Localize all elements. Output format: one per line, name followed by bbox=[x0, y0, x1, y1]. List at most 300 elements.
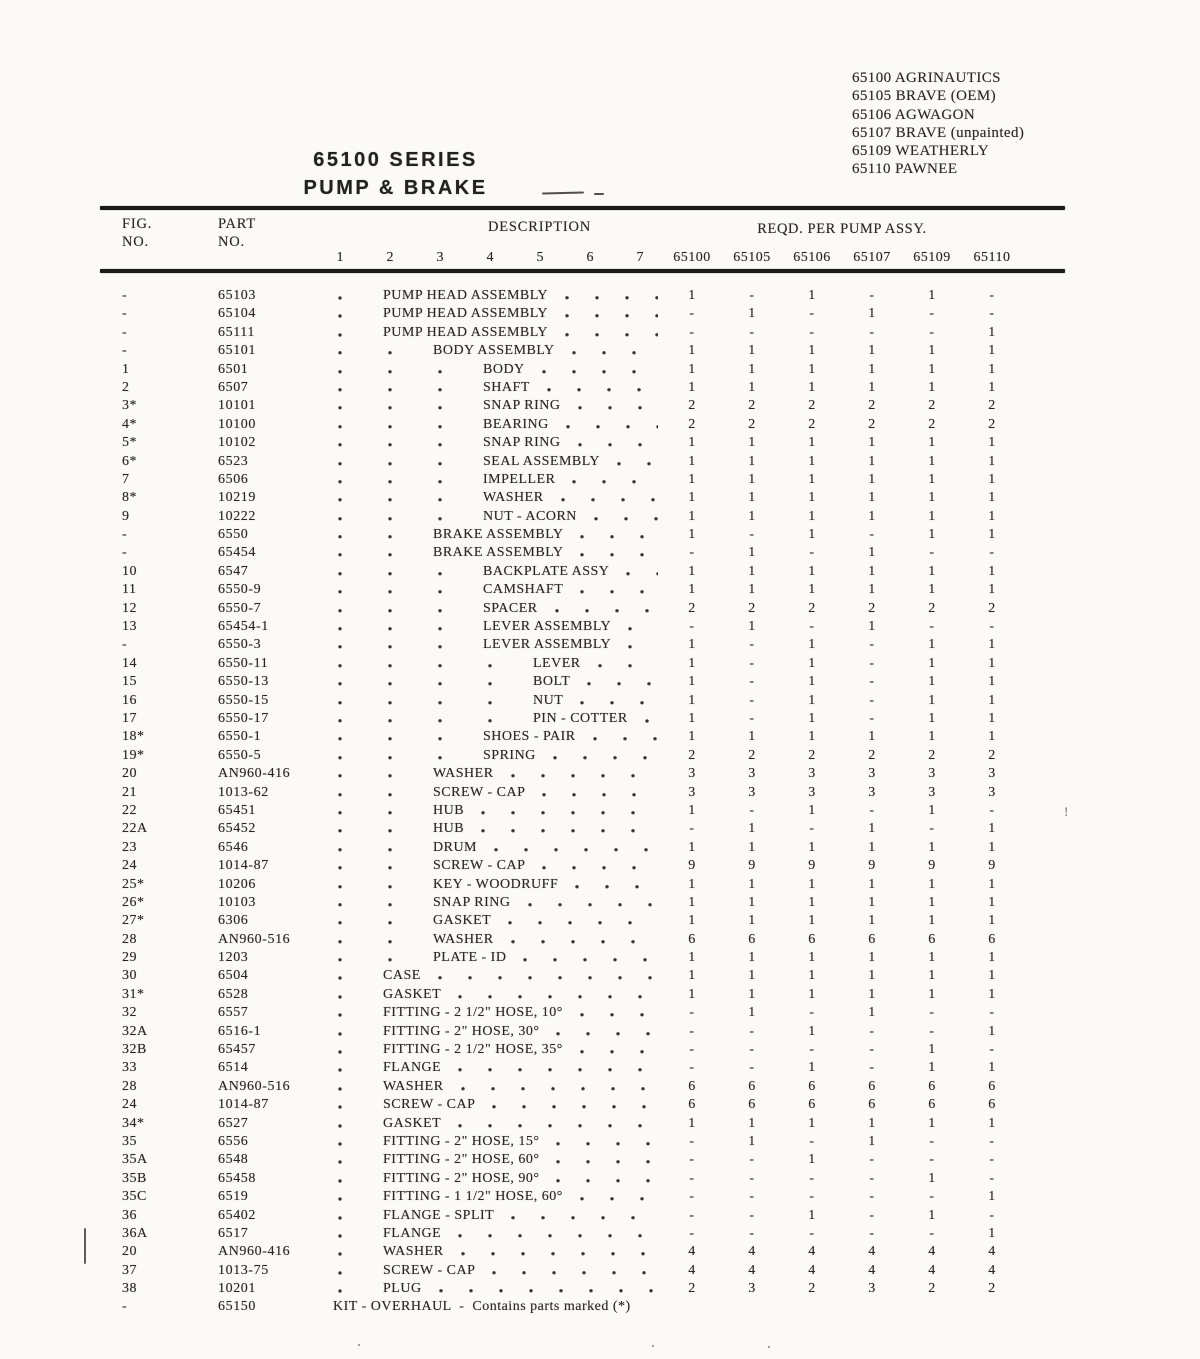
scan-speck bbox=[768, 1346, 770, 1348]
qty-cell: 1 bbox=[928, 379, 936, 395]
qty-cell: 1 bbox=[808, 655, 816, 671]
description-cell bbox=[333, 1280, 660, 1298]
qty-cell: - bbox=[749, 1225, 755, 1241]
qty-cell: 1 bbox=[868, 306, 876, 322]
indent-dot-leader bbox=[333, 563, 483, 581]
qty-cell: 1 bbox=[988, 637, 996, 653]
qty-cell: - bbox=[749, 324, 755, 340]
part-cell: 65150 bbox=[218, 1299, 256, 1315]
qty-cells bbox=[662, 784, 1022, 802]
qty-cell: 1 bbox=[748, 563, 756, 579]
qty-cell: 6 bbox=[808, 1078, 816, 1094]
fig-cell: 23 bbox=[122, 839, 137, 855]
qty-cell: 1 bbox=[748, 343, 756, 359]
qty-cell: 1 bbox=[688, 563, 696, 579]
trailing-dot-leader bbox=[616, 563, 658, 581]
qty-cell: 1 bbox=[688, 582, 696, 598]
qty-cells bbox=[662, 471, 1022, 489]
trailing-dot-leader bbox=[482, 1262, 658, 1280]
qty-cells bbox=[662, 1078, 1022, 1096]
indent-dot-leader bbox=[333, 397, 483, 415]
indent-dot-leader bbox=[333, 1133, 383, 1151]
trailing-dot-leader bbox=[543, 747, 658, 765]
qty-cell: 1 bbox=[748, 306, 756, 322]
fig-cell: 24 bbox=[122, 1097, 137, 1113]
qty-cell: 1 bbox=[688, 1115, 696, 1131]
qty-cell: 6 bbox=[868, 1078, 876, 1094]
qty-cell bbox=[902, 1298, 962, 1316]
qty-cells bbox=[662, 361, 1022, 379]
title-series: 65100 SERIES bbox=[313, 149, 478, 171]
qty-cell: 1 bbox=[688, 471, 696, 487]
model-column-header: 65110 bbox=[973, 250, 1011, 265]
qty-cell: 2 bbox=[988, 398, 996, 414]
qty-cell: - bbox=[989, 1005, 995, 1021]
trailing-dot-leader bbox=[546, 1023, 658, 1041]
table-row bbox=[100, 765, 1200, 783]
qty-cell: 1 bbox=[688, 894, 696, 910]
fig-cell: - bbox=[122, 527, 128, 543]
desc-text: FITTING - 2" HOSE, 60° bbox=[383, 1152, 540, 1168]
qty-cell: - bbox=[749, 692, 755, 708]
column-header-fig bbox=[122, 215, 152, 251]
qty-cell: 9 bbox=[808, 858, 816, 874]
indent-dot-leader bbox=[333, 912, 433, 930]
part-cell: 65454 bbox=[218, 545, 256, 561]
description-cell bbox=[333, 1151, 660, 1169]
desc-text: SHOES - PAIR bbox=[483, 729, 576, 745]
qty-cells bbox=[662, 1225, 1022, 1243]
qty-cell: 1 bbox=[748, 361, 756, 377]
qty-cell: - bbox=[689, 619, 695, 635]
desc-text: PUMP HEAD ASSEMBLY bbox=[383, 324, 549, 340]
qty-cell: 3 bbox=[688, 766, 696, 782]
qty-cell: 1 bbox=[988, 324, 996, 340]
table-row bbox=[100, 544, 1200, 562]
qty-cell: 2 bbox=[748, 600, 756, 616]
qty-cell: 1 bbox=[928, 1115, 936, 1131]
qty-cell: 1 bbox=[808, 471, 816, 487]
legend-line: 65109 WEATHERLY bbox=[852, 143, 990, 160]
part-cell: 65402 bbox=[218, 1207, 256, 1223]
qty-cell: - bbox=[929, 619, 935, 635]
indent-dot-leader bbox=[333, 379, 483, 397]
trailing-dot-leader bbox=[429, 1280, 658, 1298]
part-cell: 65111 bbox=[218, 324, 255, 340]
indent-number: 7 bbox=[636, 250, 644, 265]
description-cell bbox=[333, 342, 660, 360]
column-header-description: DESCRIPTION bbox=[488, 219, 592, 235]
qty-cell: - bbox=[869, 637, 875, 653]
part-cell: 65101 bbox=[218, 343, 256, 359]
qty-cell: 1 bbox=[928, 563, 936, 579]
qty-cells bbox=[662, 1207, 1022, 1225]
table-row bbox=[100, 1207, 1200, 1225]
qty-cell: 1 bbox=[928, 288, 936, 303]
column-header-part bbox=[218, 215, 256, 251]
desc-text: FLANGE - SPLIT bbox=[383, 1207, 495, 1223]
qty-cell: 1 bbox=[688, 637, 696, 653]
trailing-dot-leader bbox=[532, 857, 658, 875]
qty-cell: 1 bbox=[868, 821, 876, 837]
qty-cell: 1 bbox=[868, 490, 876, 506]
qty-cell: 1 bbox=[988, 821, 996, 837]
description-cell bbox=[333, 839, 660, 857]
fig-cell: 24 bbox=[122, 858, 137, 874]
qty-cells bbox=[662, 600, 1022, 618]
part-cell: 6550-3 bbox=[218, 637, 262, 653]
trailing-dot-leader bbox=[588, 655, 658, 673]
qty-cells bbox=[662, 876, 1022, 894]
trailing-dot-leader bbox=[570, 581, 658, 599]
qty-cell: 1 bbox=[868, 986, 876, 1002]
qty-cell: 1 bbox=[928, 839, 936, 855]
description-cell bbox=[333, 1170, 660, 1188]
qty-cell: 1 bbox=[988, 950, 996, 966]
qty-cell: - bbox=[929, 324, 935, 340]
desc-text: PUMP HEAD ASSEMBLY bbox=[383, 306, 549, 322]
trailing-dot-leader bbox=[451, 1243, 658, 1261]
qty-cell: 1 bbox=[688, 876, 696, 892]
qty-cell: 1 bbox=[988, 435, 996, 451]
description-cell bbox=[333, 434, 660, 452]
qty-cell: - bbox=[749, 655, 755, 671]
qty-cell: - bbox=[689, 1189, 695, 1205]
qty-cell: 1 bbox=[748, 839, 756, 855]
table-row bbox=[100, 894, 1200, 912]
qty-cell: 2 bbox=[688, 398, 696, 414]
table-header-rule bbox=[100, 269, 1065, 273]
table-row bbox=[100, 287, 1200, 305]
qty-cell: 6 bbox=[688, 1097, 696, 1113]
indent-number: 1 bbox=[336, 250, 344, 265]
qty-cell: - bbox=[869, 710, 875, 726]
qty-cell: - bbox=[809, 1042, 815, 1058]
trailing-dot-leader bbox=[501, 931, 658, 949]
qty-cell: 1 bbox=[808, 582, 816, 598]
part-cell: 6523 bbox=[218, 453, 249, 469]
description-cell bbox=[333, 1243, 660, 1261]
fig-cell: 10 bbox=[122, 563, 137, 579]
indent-number: 6 bbox=[586, 250, 594, 265]
desc-text: SCREW - CAP bbox=[433, 784, 526, 800]
part-cell: 1014-87 bbox=[218, 858, 269, 874]
stray-pen-line bbox=[84, 1228, 86, 1264]
description-cell bbox=[333, 802, 660, 820]
trailing-dot-leader bbox=[635, 710, 658, 728]
qty-cell: 1 bbox=[808, 710, 816, 726]
description-cell bbox=[333, 453, 660, 471]
qty-cell: - bbox=[809, 306, 815, 322]
qty-cell: 1 bbox=[988, 913, 996, 929]
qty-cell: - bbox=[989, 306, 995, 322]
qty-cell: 1 bbox=[688, 490, 696, 506]
qty-cell: - bbox=[689, 1005, 695, 1021]
qty-cell: 1 bbox=[928, 802, 936, 818]
qty-cells bbox=[662, 1298, 1022, 1316]
description-cell bbox=[333, 692, 660, 710]
qty-cell: - bbox=[869, 1225, 875, 1241]
qty-cell: - bbox=[689, 1152, 695, 1168]
qty-cell: 1 bbox=[688, 435, 696, 451]
qty-cell: 1 bbox=[808, 1207, 816, 1223]
indent-dot-leader bbox=[333, 765, 433, 783]
qty-cells bbox=[662, 673, 1022, 691]
qty-cell: 4 bbox=[748, 1262, 756, 1278]
qty-cell: - bbox=[809, 1225, 815, 1241]
fig-cell: 22A bbox=[122, 821, 148, 837]
qty-cell: 1 bbox=[748, 1133, 756, 1149]
table-row bbox=[100, 379, 1200, 397]
desc-text: IMPELLER bbox=[483, 471, 556, 487]
qty-cells bbox=[662, 894, 1022, 912]
qty-cell: 2 bbox=[868, 416, 876, 432]
desc-text: FLANGE bbox=[383, 1060, 442, 1076]
description-cell bbox=[333, 912, 660, 930]
indent-dot-leader bbox=[333, 655, 533, 673]
qty-cell: 1 bbox=[988, 1225, 996, 1241]
fig-cell: 33 bbox=[122, 1060, 137, 1076]
qty-cell: - bbox=[749, 1023, 755, 1039]
fig-cell: 8* bbox=[122, 490, 137, 506]
qty-cell: 1 bbox=[988, 729, 996, 745]
qty-cell: 2 bbox=[928, 600, 936, 616]
qty-cells bbox=[662, 986, 1022, 1004]
description-cell bbox=[333, 765, 660, 783]
legend-line: 65106 AGWAGON bbox=[852, 106, 976, 123]
desc-text: WASHER bbox=[383, 1244, 444, 1260]
indent-dot-leader bbox=[333, 949, 433, 967]
qty-cell: - bbox=[689, 1042, 695, 1058]
table-row bbox=[100, 1170, 1200, 1188]
fig-cell: - bbox=[122, 545, 128, 561]
pen-mark bbox=[542, 191, 584, 194]
description-cell bbox=[333, 287, 660, 305]
qty-cell: 1 bbox=[688, 674, 696, 690]
table-row bbox=[100, 655, 1200, 673]
qty-cell: 1 bbox=[748, 986, 756, 1002]
legend-line: 65100 AGRINAUTICS bbox=[852, 70, 1001, 86]
qty-cell: - bbox=[869, 288, 875, 303]
description-cell bbox=[333, 1207, 660, 1225]
indent-dot-leader bbox=[333, 802, 433, 820]
qty-cells bbox=[662, 1004, 1022, 1022]
fig-cell: 20 bbox=[122, 1244, 137, 1260]
table-row bbox=[100, 361, 1200, 379]
model-column-header: 65106 bbox=[793, 250, 831, 265]
table-row bbox=[100, 857, 1200, 875]
qty-cell: - bbox=[989, 545, 995, 561]
indent-number: 5 bbox=[536, 250, 544, 265]
indent-dot-leader bbox=[333, 931, 433, 949]
fig-cell: 5* bbox=[122, 435, 137, 451]
qty-cell: 1 bbox=[988, 655, 996, 671]
qty-cell: 1 bbox=[748, 379, 756, 395]
qty-cell: 1 bbox=[928, 894, 936, 910]
qty-cell: 1 bbox=[868, 729, 876, 745]
qty-cells bbox=[662, 710, 1022, 728]
qty-cell: - bbox=[749, 1060, 755, 1076]
qty-cell: 1 bbox=[988, 1060, 996, 1076]
qty-cells bbox=[662, 747, 1022, 765]
qty-cell: - bbox=[689, 1207, 695, 1223]
qty-cell: 1 bbox=[988, 1023, 996, 1039]
qty-cell: 1 bbox=[808, 527, 816, 543]
desc-text: GASKET bbox=[383, 1115, 442, 1131]
desc-text: CAMSHAFT bbox=[483, 582, 564, 598]
qty-cell: 2 bbox=[928, 1281, 936, 1297]
qty-cell: 3 bbox=[808, 766, 816, 782]
qty-cell: - bbox=[929, 1152, 935, 1168]
indent-dot-leader bbox=[333, 342, 433, 360]
qty-cell: 1 bbox=[988, 1189, 996, 1205]
description-cell bbox=[333, 931, 660, 949]
qty-cell: 1 bbox=[748, 471, 756, 487]
description-cell bbox=[333, 379, 660, 397]
part-cell: AN960-416 bbox=[218, 1244, 291, 1260]
pen-mark bbox=[594, 193, 604, 195]
qty-cell: 2 bbox=[688, 600, 696, 616]
indent-dot-leader bbox=[333, 839, 433, 857]
qty-cell: 1 bbox=[808, 913, 816, 929]
part-cell: 10103 bbox=[218, 894, 256, 910]
desc-text: BEARING bbox=[483, 416, 549, 432]
qty-cell: 6 bbox=[868, 1097, 876, 1113]
indent-dot-leader bbox=[333, 636, 483, 654]
qty-cells bbox=[662, 839, 1022, 857]
table-row bbox=[100, 931, 1200, 949]
qty-cells bbox=[662, 489, 1022, 507]
desc-text: SNAP RING bbox=[483, 398, 561, 414]
part-cell: 1013-62 bbox=[218, 784, 269, 800]
qty-cells bbox=[662, 1041, 1022, 1059]
qty-cell: 1 bbox=[748, 1115, 756, 1131]
qty-cell: 1 bbox=[868, 361, 876, 377]
qty-cell: 1 bbox=[988, 986, 996, 1002]
qty-cell: 2 bbox=[868, 398, 876, 414]
part-cell: 6557 bbox=[218, 1005, 249, 1021]
qty-cell: - bbox=[989, 1133, 995, 1149]
title-product: PUMP & BRAKE bbox=[303, 177, 488, 199]
qty-cell: 3 bbox=[748, 766, 756, 782]
qty-cell: 9 bbox=[688, 858, 696, 874]
qty-cell: 1 bbox=[688, 508, 696, 524]
indent-dot-leader bbox=[333, 600, 483, 618]
qty-cells bbox=[662, 765, 1022, 783]
qty-cell: 1 bbox=[808, 876, 816, 892]
fig-cell: 28 bbox=[122, 931, 137, 947]
qty-cell: - bbox=[749, 1152, 755, 1168]
part-cell: 6501 bbox=[218, 361, 249, 377]
qty-cell: 6 bbox=[868, 931, 876, 947]
qty-cell: 2 bbox=[808, 398, 816, 414]
qty-cell: 4 bbox=[928, 1262, 936, 1278]
qty-cell: 1 bbox=[988, 710, 996, 726]
part-cell: 65104 bbox=[218, 306, 256, 322]
qty-cell bbox=[782, 1298, 842, 1316]
qty-cell: 1 bbox=[748, 968, 756, 984]
description-cell bbox=[333, 471, 660, 489]
qty-cell: - bbox=[689, 1225, 695, 1241]
qty-cell: 1 bbox=[748, 894, 756, 910]
qty-cells bbox=[662, 305, 1022, 323]
qty-cell: 3 bbox=[988, 766, 996, 782]
indent-dot-leader bbox=[333, 894, 433, 912]
table-row bbox=[100, 1298, 1200, 1316]
qty-cell: 6 bbox=[928, 1078, 936, 1094]
desc-text: HUB bbox=[433, 821, 465, 837]
qty-cell: 1 bbox=[808, 563, 816, 579]
qty-cell: - bbox=[989, 1042, 995, 1058]
qty-cell: - bbox=[809, 1005, 815, 1021]
qty-cell: - bbox=[929, 1189, 935, 1205]
qty-cell: 1 bbox=[988, 361, 996, 377]
qty-cell: 2 bbox=[748, 747, 756, 763]
desc-text: HUB bbox=[433, 802, 465, 818]
qty-cell: 4 bbox=[748, 1244, 756, 1260]
qty-cell: - bbox=[749, 1170, 755, 1186]
indent-level-numbers bbox=[333, 250, 660, 267]
fig-cell: 15 bbox=[122, 674, 137, 690]
qty-cell: 9 bbox=[928, 858, 936, 874]
qty-cell: - bbox=[989, 802, 995, 818]
table-row bbox=[100, 1059, 1200, 1077]
table-row bbox=[100, 986, 1200, 1004]
fig-cell: 29 bbox=[122, 950, 137, 966]
qty-cells bbox=[662, 453, 1022, 471]
qty-cell: 1 bbox=[928, 343, 936, 359]
indent-dot-leader bbox=[333, 1115, 383, 1133]
qty-cells bbox=[662, 949, 1022, 967]
qty-cells bbox=[662, 692, 1022, 710]
qty-cell: 1 bbox=[928, 950, 936, 966]
model-column-header: 65109 bbox=[913, 250, 951, 265]
part-cell: AN960-416 bbox=[218, 766, 291, 782]
qty-cell: - bbox=[929, 306, 935, 322]
fig-cell: 16 bbox=[122, 692, 137, 708]
fig-cell: 25* bbox=[122, 876, 145, 892]
desc-text: PUMP HEAD ASSEMBLY bbox=[383, 288, 549, 303]
qty-cell: 2 bbox=[808, 747, 816, 763]
indent-dot-leader bbox=[333, 1059, 383, 1077]
qty-cell: - bbox=[689, 1060, 695, 1076]
indent-dot-leader bbox=[333, 489, 483, 507]
qty-cell: 1 bbox=[868, 876, 876, 892]
qty-cell: 1 bbox=[868, 471, 876, 487]
qty-cell: 1 bbox=[808, 986, 816, 1002]
qty-cell: - bbox=[809, 545, 815, 561]
desc-text: SHAFT bbox=[483, 379, 530, 395]
qty-cell: 1 bbox=[988, 527, 996, 543]
part-cell: 6550-17 bbox=[218, 710, 269, 726]
fig-cell: 38 bbox=[122, 1281, 137, 1297]
indent-dot-leader bbox=[333, 784, 433, 802]
scan-speck bbox=[358, 1344, 360, 1346]
trailing-dot-leader bbox=[570, 1004, 658, 1022]
desc-text: BRAKE ASSEMBLY bbox=[433, 545, 564, 561]
desc-text: LEVER ASSEMBLY bbox=[483, 637, 612, 653]
trailing-dot-leader bbox=[546, 1170, 658, 1188]
qty-cell: 1 bbox=[988, 692, 996, 708]
qty-cell: 1 bbox=[808, 1152, 816, 1168]
trailing-dot-leader bbox=[482, 1096, 658, 1114]
fig-cell: 35 bbox=[122, 1133, 137, 1149]
part-cell: 6517 bbox=[218, 1225, 249, 1241]
qty-cell: 1 bbox=[748, 821, 756, 837]
fig-cell: 32 bbox=[122, 1005, 137, 1021]
qty-cell: 1 bbox=[808, 968, 816, 984]
qty-cells bbox=[662, 342, 1022, 360]
